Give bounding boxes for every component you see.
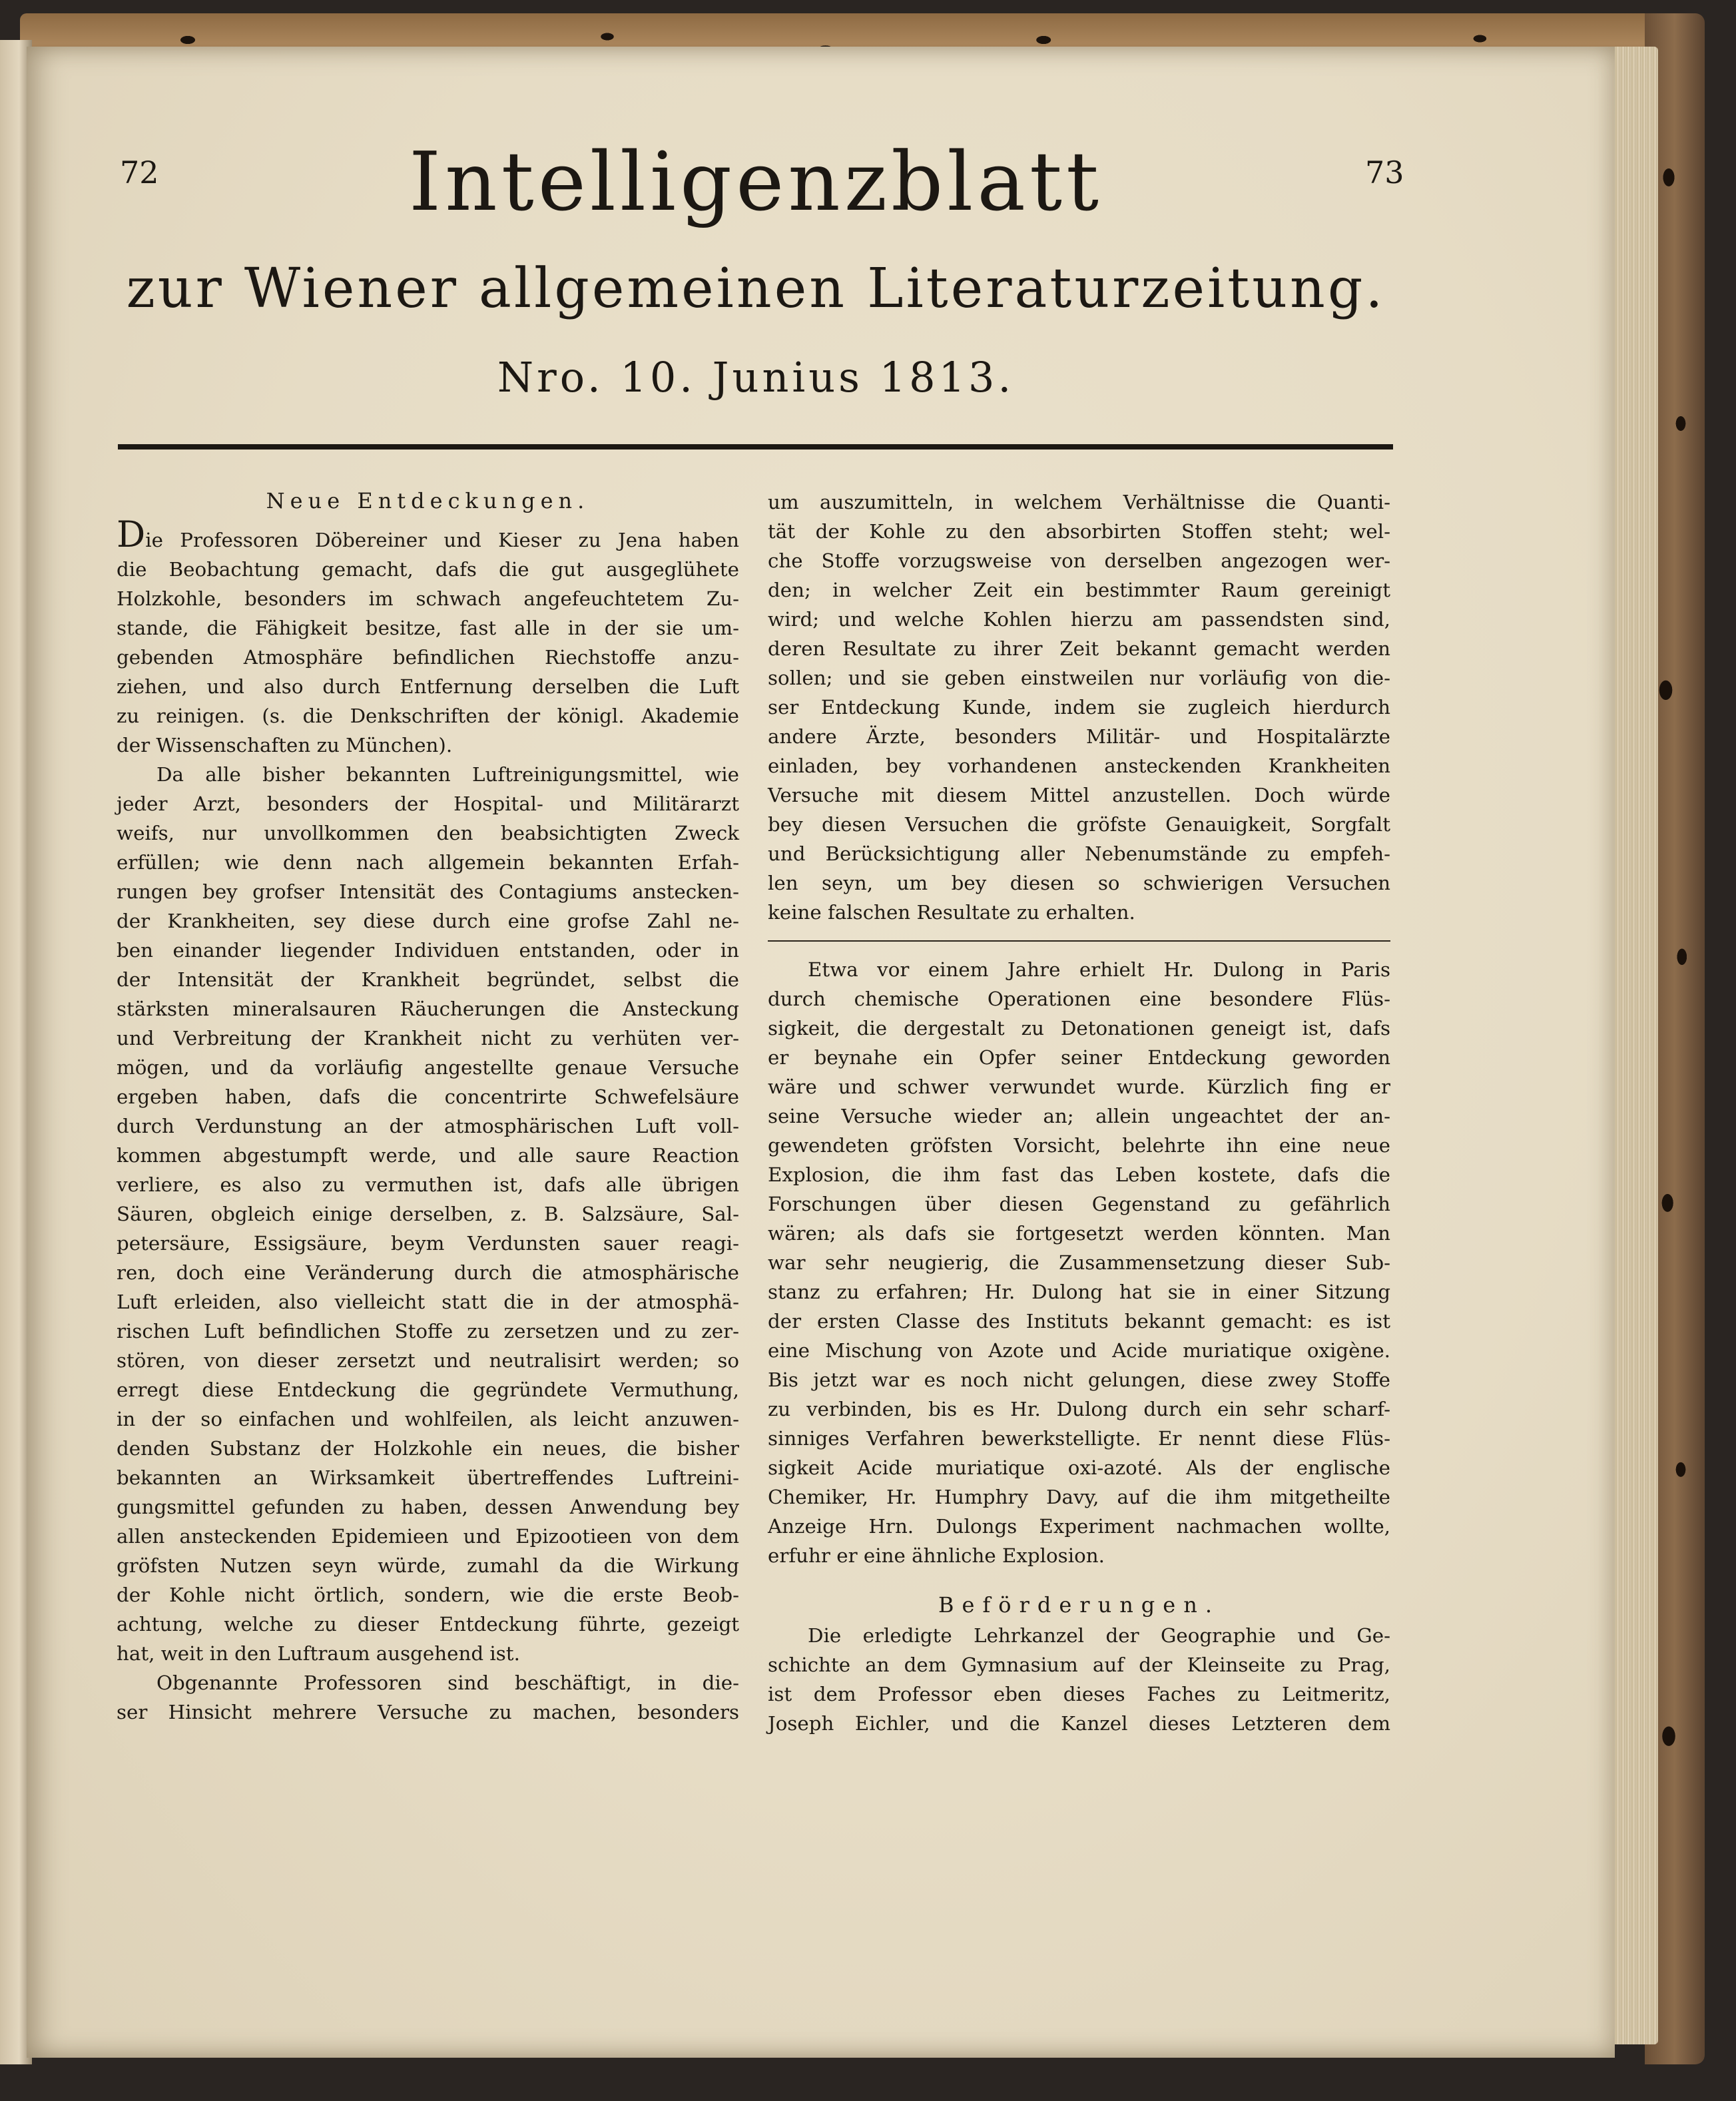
text-line: Säuren, obgleich einige derselben, z. B. Salzsäure, Sal- xyxy=(117,1203,739,1225)
text-line: Joseph Eichler, und die Kanzel dieses Letzteren dem xyxy=(768,1712,1390,1735)
text-line: und Berücksichtigung aller Nebenumstände zu empfeh- xyxy=(768,842,1390,865)
article-divider xyxy=(768,940,1390,942)
text-line: Bis jetzt war es noch nicht gelungen, diese zwey Stoffe xyxy=(768,1368,1390,1391)
paragraph-dulong-discovery xyxy=(768,955,1390,1570)
text-line: wäre und schwer verwundet wurde. Kürzlich fing er xyxy=(768,1075,1390,1098)
text-line: ser Hinsicht mehrere Versuche zu machen, besonders xyxy=(117,1701,739,1723)
text-line: sinniges Verfahren bewerkstelligte. Er nennt diese Flüs- xyxy=(768,1427,1390,1450)
text-line: er beynahe ein Opfer seiner Entdeckung geworden xyxy=(768,1046,1390,1069)
text-line: Obgenannte Professoren sind beschäftigt, in die- xyxy=(156,1671,739,1694)
text-line: denden Substanz der Holzkohle ein neues, die bisher xyxy=(117,1437,739,1460)
text-line: ser Entdeckung Kunde, indem sie zugleich hierdurch xyxy=(768,696,1390,719)
text-line: zu verbinden, bis es Hr. Dulong durch ein sehr scharf- xyxy=(768,1398,1390,1420)
left-column xyxy=(117,466,739,1727)
text-line: stande, die Fähigkeit besitze, fast alle in der sie um- xyxy=(117,617,739,639)
section-heading-promotions: Beförderungen. xyxy=(938,1592,1220,1618)
text-line: tät der Kohle zu den absorbirten Stoffen steht; wel- xyxy=(768,520,1390,543)
paragraph-air-purification xyxy=(117,760,739,1668)
text-line: bekannten an Wirksamkeit übertreffendes Luftreini- xyxy=(117,1466,739,1489)
text-line: der Wissenschaften zu München). xyxy=(117,734,453,756)
drop-cap: D xyxy=(117,513,146,555)
text-line: ziehen, und also durch Entfernung derselben die Luft xyxy=(117,675,739,698)
text-line: Anzeige Hrn. Dulongs Experiment nachmachen wollte, xyxy=(768,1515,1390,1538)
section-heading-discoveries: Neue Entdeckungen. xyxy=(266,488,590,513)
text-line: Die erledigte Lehrkanzel der Geographie und Ge- xyxy=(808,1624,1390,1647)
text-line: keine falschen Resultate zu erhalten. xyxy=(768,901,1135,924)
text-line: achtung, welche zu dieser Entdeckung führte, gezeigt xyxy=(117,1613,739,1636)
text-line: der ersten Classe des Instituts bekannt gemacht: es ist xyxy=(768,1310,1390,1333)
text-line: ist dem Professor eben dieses Faches zu Leitmeritz, xyxy=(768,1683,1390,1705)
text-line: um auszumitteln, in welchem Verhältnisse die Quanti- xyxy=(768,491,1390,513)
text-line: deren Resultate zu ihrer Zeit bekannt gemacht werden xyxy=(768,637,1390,660)
text-line: Die Professoren Döbereiner und Kieser zu Jena haben xyxy=(117,513,739,555)
text-line: gröfsten Nutzen seyn würde, zumahl da die Wirkung xyxy=(117,1554,739,1577)
text-line: durch Verdunstung an der atmosphärischen Luft voll- xyxy=(117,1115,739,1137)
text-line: petersäure, Essigsäure, beym Verdunsten sauer reagi- xyxy=(117,1232,739,1255)
text-line: erfüllen; wie denn nach allgemein bekannten Erfah- xyxy=(117,851,739,874)
text-line: bey diesen Versuchen die gröfste Genauigkeit, Sorgfalt xyxy=(768,813,1390,836)
page-number-right: 73 xyxy=(1365,154,1404,190)
text-line: verliere, es also zu vermuthen ist, dafs alle übrigen xyxy=(117,1173,739,1196)
text-line: gewendeten gröfsten Vorsicht, belehrte ihn eine neue xyxy=(768,1134,1390,1157)
text-line: und Verbreitung der Krankheit nicht zu verhüten ver- xyxy=(117,1027,739,1050)
text-line: ren, doch eine Veränderung durch die atmosphärische xyxy=(117,1261,739,1284)
header-rule xyxy=(118,444,1393,450)
page-number-left: 72 xyxy=(120,154,159,190)
text-line: Explosion, die ihm fast das Leben kostete, dafs die xyxy=(768,1163,1390,1186)
text-line: Versuche mit diesem Mittel anzustellen. Doch würde xyxy=(768,784,1390,806)
text-line: sigkeit Acide muriatique oxi-azoté. Als der englische xyxy=(768,1456,1390,1479)
text-line: die Beobachtung gemacht, dafs die gut ausgeglühete xyxy=(117,558,739,581)
paragraph-discovery-intro xyxy=(117,513,739,760)
text-line: hat, weit in den Luftraum ausgehend ist. xyxy=(117,1642,520,1665)
text-line: der Intensität der Krankheit begründet, selbst die xyxy=(117,968,739,991)
text-line: sigkeit, die dergestalt zu Detonationen geneigt ist, dafs xyxy=(768,1017,1390,1040)
paragraph-experiments-continued xyxy=(768,487,1390,927)
text-line: erregt diese Entdeckung die gegründete Vermuthung, xyxy=(117,1378,739,1401)
text-line: den; in welcher Zeit ein bestimmter Raum gereinigt xyxy=(768,579,1390,601)
text-line: stanz zu erfahren; Hr. Dulong hat sie in einer Sitzung xyxy=(768,1281,1390,1303)
text-line: rischen Luft befindlichen Stoffe zu zersetzen und zu zer- xyxy=(117,1320,739,1343)
issue-line: Nro. 10. Junius 1813. xyxy=(497,353,1015,402)
text-line: allen ansteckenden Epidemieen und Epizootieen von dem xyxy=(117,1525,739,1548)
text-line: gungsmittel gefunden zu haben, dessen Anwendung bey xyxy=(117,1496,739,1518)
text-line: Da alle bisher bekannten Luftreinigungsmittel, wie xyxy=(156,763,739,786)
text-line: Chemiker, Hr. Humphry Davy, auf die ihm mitgetheilte xyxy=(768,1486,1390,1508)
text-line: len seyn, um bey diesen so schwierigen Versuchen xyxy=(768,872,1390,894)
text-line: in der so einfachen und wohlfeilen, als leicht anzuwen- xyxy=(117,1408,739,1430)
text-line: wären; als dafs sie fortgesetzt werden könnten. Man xyxy=(768,1222,1390,1245)
masthead-title: Intelligenzblatt xyxy=(408,135,1103,229)
text-line: jeder Arzt, besonders der Hospital- und Militärarzt xyxy=(117,792,739,815)
text-line: einladen, bey vorhandenen ansteckenden Krankheiten xyxy=(768,754,1390,777)
text-line: weifs, nur unvollkommen den beabsichtigten Zweck xyxy=(117,822,739,844)
text-line: rungen bey grofser Intensität des Contagiums anstecken- xyxy=(117,880,739,903)
text-line: stören, von dieser zersetzt und neutralisirt werden; so xyxy=(117,1349,739,1372)
text-line: eine Mischung von Azote und Acide muriatique oxigène. xyxy=(768,1339,1390,1362)
paragraph-professors-experiments xyxy=(117,1668,739,1727)
text-line: wird; und welche Kohlen hierzu am passendsten sind, xyxy=(768,608,1390,631)
text-line: stärksten mineralsauren Räucherungen die Ansteckung xyxy=(117,998,739,1020)
text-line: Forschungen über diesen Gegenstand zu gefährlich xyxy=(768,1193,1390,1215)
text-line: seine Versuche wieder an; allein ungeachtet der an- xyxy=(768,1105,1390,1127)
text-line: kommen abgestumpft werde, und alle saure Reaction xyxy=(117,1144,739,1167)
text-line: sollen; und sie geben einstweilen nur vorläufig von die- xyxy=(768,667,1390,689)
text-line: erfuhr er eine ähnliche Explosion. xyxy=(768,1544,1105,1567)
text-line: der Krankheiten, sey diese durch eine grofse Zahl ne- xyxy=(117,910,739,932)
text-line: der Kohle nicht örtlich, sondern, wie die erste Beob- xyxy=(117,1584,739,1606)
text-line: Holzkohle, besonders im schwach angefeuchtetem Zu- xyxy=(117,587,739,610)
paragraph-promotions xyxy=(768,1621,1390,1738)
text-line: Etwa vor einem Jahre erhielt Hr. Dulong in Paris xyxy=(808,958,1390,981)
text-line: ben einander liegender Individuen entstanden, oder in xyxy=(117,939,739,962)
right-column xyxy=(768,487,1390,1738)
text-line: ergeben haben, dafs die concentrirte Schwefelsäure xyxy=(117,1085,739,1108)
text-line: war sehr neugierig, die Zusammensetzung dieser Sub- xyxy=(768,1251,1390,1274)
text-line: che Stoffe vorzugsweise von derselben angezogen wer- xyxy=(768,549,1390,572)
masthead-subtitle: zur Wiener allgemeinen Literaturzeitung. xyxy=(126,257,1386,320)
text-line: gebenden Atmosphäre befindlichen Riechstoffe anzu- xyxy=(117,646,739,669)
text-line: Luft erleiden, also vielleicht statt die in der atmosphä- xyxy=(117,1291,739,1313)
text-line: mögen, und da vorläufig angestellte genaue Versuche xyxy=(117,1056,739,1079)
text-line: andere Ärzte, besonders Militär- und Hospitalärzte xyxy=(768,725,1390,748)
text-line: schichte an dem Gymnasium auf der Kleinseite zu Prag, xyxy=(768,1653,1390,1676)
text-line: zu reinigen. (s. die Denkschriften der königl. Akademie xyxy=(117,705,739,727)
text-line: durch chemische Operationen eine besondere Flüs- xyxy=(768,988,1390,1010)
